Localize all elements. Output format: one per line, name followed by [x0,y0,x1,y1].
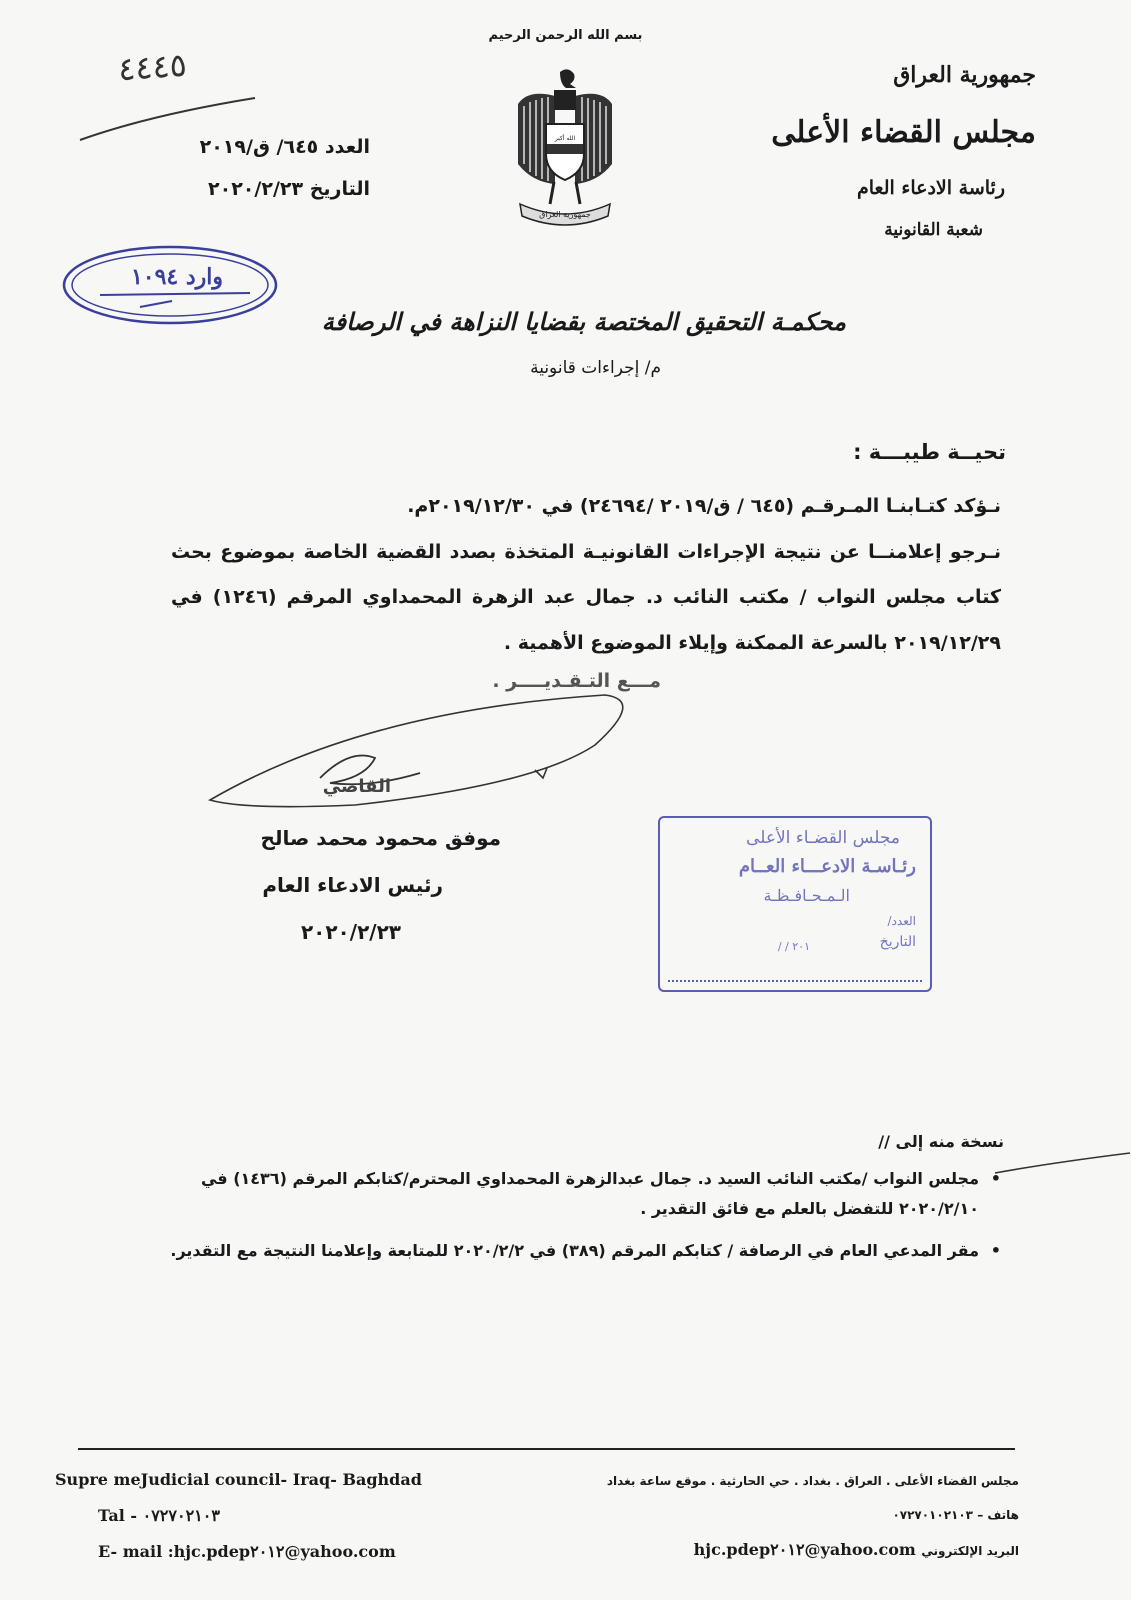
copy-item-2: • مقر المدعي العام في الرصافة / كتابكم المرقم (٣٨٩) في ٢٠٢٠/٢/٢ للمتابعة وإعلامنا النتيجة مع التقدير. [149,1236,979,1266]
addressee: محكمـة التحقيق المختصة بقضايا النزاهة في الرصافة [321,307,846,336]
copies-list [149,1164,1001,1278]
footer-org-en: Supre meJudicial council- Iraq- Baghdad [55,1470,422,1489]
signatory-name: موفق محمود محمد صالح [260,826,501,850]
copies-heading: نسخة منه إلى // [878,1132,1004,1151]
stamp-dotted-line [668,980,922,982]
ribbon-text: جمهورية العراق [539,210,591,219]
iraq-coat-of-arms-icon [510,64,620,234]
footer-email-en: E- mail :hjc.pdep٢٠١٢@yahoo.com [98,1542,396,1561]
header-presidency: رئاسة الادعاء العام [856,177,1005,199]
subject-line: م/ إجراءات قانونية [530,358,661,378]
footer-tel-en: Tal - ٠٧٢٧٠٢١٠٣ [98,1506,220,1525]
footer-email-link[interactable]: hjc.pdep٢٠١٢@yahoo.com [693,1540,916,1559]
header-country: جمهورية العراق [893,62,1036,88]
copy-item-1: • مجلس النواب /مكتب النائب السيد د. جمال عبدالزهرة المحمداوي المحترم/كتابكم المرقم (١٤٣٦) في ٢٠٢٠/٢/١٠ للتفضل بالعلم مع فائق التقدير . [149,1164,979,1224]
letter-date: التاريخ ٢٠٢٠/٢/٢٣ [208,178,370,200]
basmala: بسم الله الرحمن الرحيم [488,28,643,43]
handwritten-number: ٤٤٤٥ [116,45,188,89]
body-paragraph-1: نـؤكد كتـابنـا المـرقـم (٦٤٥ / ق/٢٠١٩ /٢٤٦٩٤) في ٢٠١٩/١٢/٣٠م. [407,495,1001,517]
footer-email-ar [694,1540,1019,1559]
greeting: تحيــة طيبـــة : [853,440,1006,464]
handwritten-tick-icon [990,1148,1131,1178]
footer-address-ar: مجلس القضاء الأعلى . العراق . بغداد . حي الحارثية . موقع ساعة بغداد [606,1474,1019,1488]
signatory-title: القاضي [322,776,391,797]
stamp-line-1: مجلس القضـاء الأعلى [746,828,900,848]
stamp-date-blank: ٢٠١ / / [777,940,810,953]
footer-email-label-ar: البريد الإلكتروني [921,1544,1019,1558]
header-council: مجلس القضاء الأعلى [771,115,1036,150]
letter-body [171,484,1001,666]
signature-scribble-icon [205,690,645,820]
closing-regards: مـــع التـقـديــــر . [492,670,661,692]
letter-number: العدد ٦٤٥/ ق/٢٠١٩ [199,136,370,158]
body-paragraph-2: نـرجو إعلامنــا عن نتيجة الإجراءات القانونيـة المتخذة بصدد القضية الخاصة بموضوع بحث كتاب مجلس النواب / مكتب النائب د. جمال عبد الزهرة المحمداوي المرقم (١٢٤٦) في ٢٠١٩/١٢/٢٩ بالسرعة الممكنة وإيلاء الموضوع الأهمية . [171,540,1002,654]
stamp-date-label: التاريخ [879,934,916,950]
stamp-line-2: رئـاسـة الادعـــاء العــام [738,856,916,877]
incoming-stamp-text: وارد ١٠٩٤ [130,264,224,290]
shield-text: الله أكبر [554,135,576,142]
stamp-number-label: العدد/ [887,914,916,928]
signature-date: ٢٠٢٠/٢/٢٣ [300,920,401,944]
signatory-role: رئيس الادعاء العام [262,873,443,897]
received-stamp [658,816,932,992]
header-department: شعبة القانونية [884,220,983,240]
footer-phone-ar: هاتف – ٠٧٢٧٠١٠٢١٠٣ [892,1508,1019,1522]
footer-divider [78,1448,1015,1450]
stamp-line-3: الـمـحـافـظـة [763,886,850,905]
